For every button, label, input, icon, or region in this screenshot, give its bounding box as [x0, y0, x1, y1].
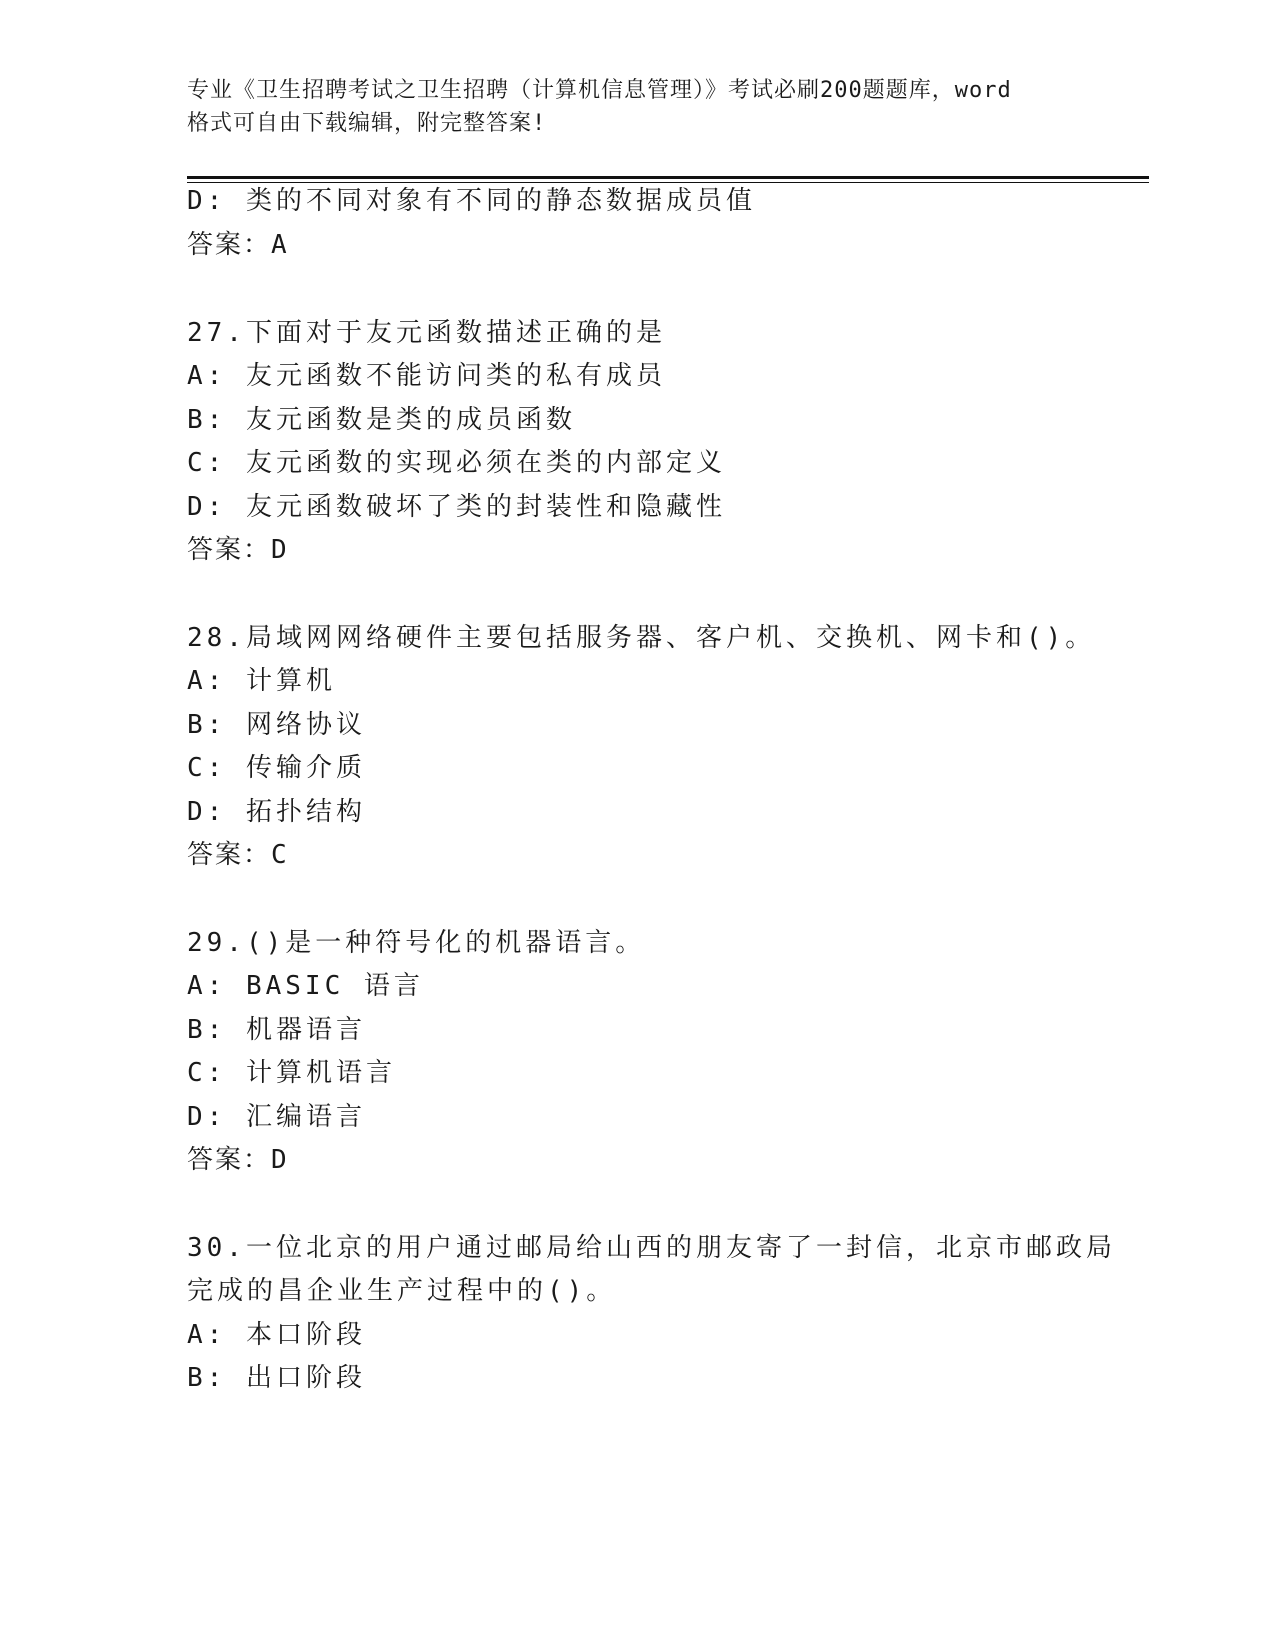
question-27-option-b: B: 友元函数是类的成员函数 — [187, 405, 576, 435]
question-29-option-d: D: 汇编语言 — [187, 1102, 366, 1132]
header-divider-thin — [187, 182, 1149, 183]
question-29-stem: 29.()是一种符号化的机器语言。 — [187, 928, 646, 958]
header-divider-thick — [187, 176, 1149, 179]
question-27-option-a: A: 友元函数不能访问类的私有成员 — [187, 361, 666, 391]
question-28-option-b: B: 网络协议 — [187, 710, 366, 740]
question-30-option-a: A: 本口阶段 — [187, 1320, 366, 1350]
question-30-stem-line-2: 完成的昌企业生产过程中的()。 — [187, 1276, 617, 1306]
question-30-option-b: B: 出口阶段 — [187, 1363, 366, 1393]
prev-answer: 答案：A — [187, 230, 289, 260]
question-29-option-a: A: BASIC 语言 — [187, 971, 424, 1001]
question-27-option-c: C: 友元函数的实现必须在类的内部定义 — [187, 448, 726, 478]
question-29-option-c: C: 计算机语言 — [187, 1058, 396, 1088]
question-29-answer: 答案：D — [187, 1145, 289, 1175]
question-27-option-d: D: 友元函数破坏了类的封装性和隐藏性 — [187, 492, 726, 522]
question-28-option-a: A: 计算机 — [187, 666, 336, 696]
question-30-stem-line-1: 30.一位北京的用户通过邮局给山西的朋友寄了一封信，北京市邮政局 — [187, 1233, 1116, 1263]
header-line-1: 专业《卫生招聘考试之卫生招聘（计算机信息管理）》考试必刷200题题库，word — [187, 78, 1012, 103]
question-28-answer: 答案：C — [187, 840, 289, 870]
question-27-answer: 答案：D — [187, 535, 289, 565]
question-28-stem: 28.局域网网络硬件主要包括服务器、客户机、交换机、网卡和()。 — [187, 623, 1096, 653]
question-27-stem: 27.下面对于友元函数描述正确的是 — [187, 318, 666, 348]
question-28-option-d: D: 拓扑结构 — [187, 797, 366, 827]
question-29-option-b: B: 机器语言 — [187, 1015, 366, 1045]
document-header — [187, 74, 1087, 140]
prev-option-d: D: 类的不同对象有不同的静态数据成员值 — [187, 186, 756, 216]
header-line-2: 格式可自由下载编辑，附完整答案! — [187, 111, 547, 136]
question-28-option-c: C: 传输介质 — [187, 753, 366, 783]
